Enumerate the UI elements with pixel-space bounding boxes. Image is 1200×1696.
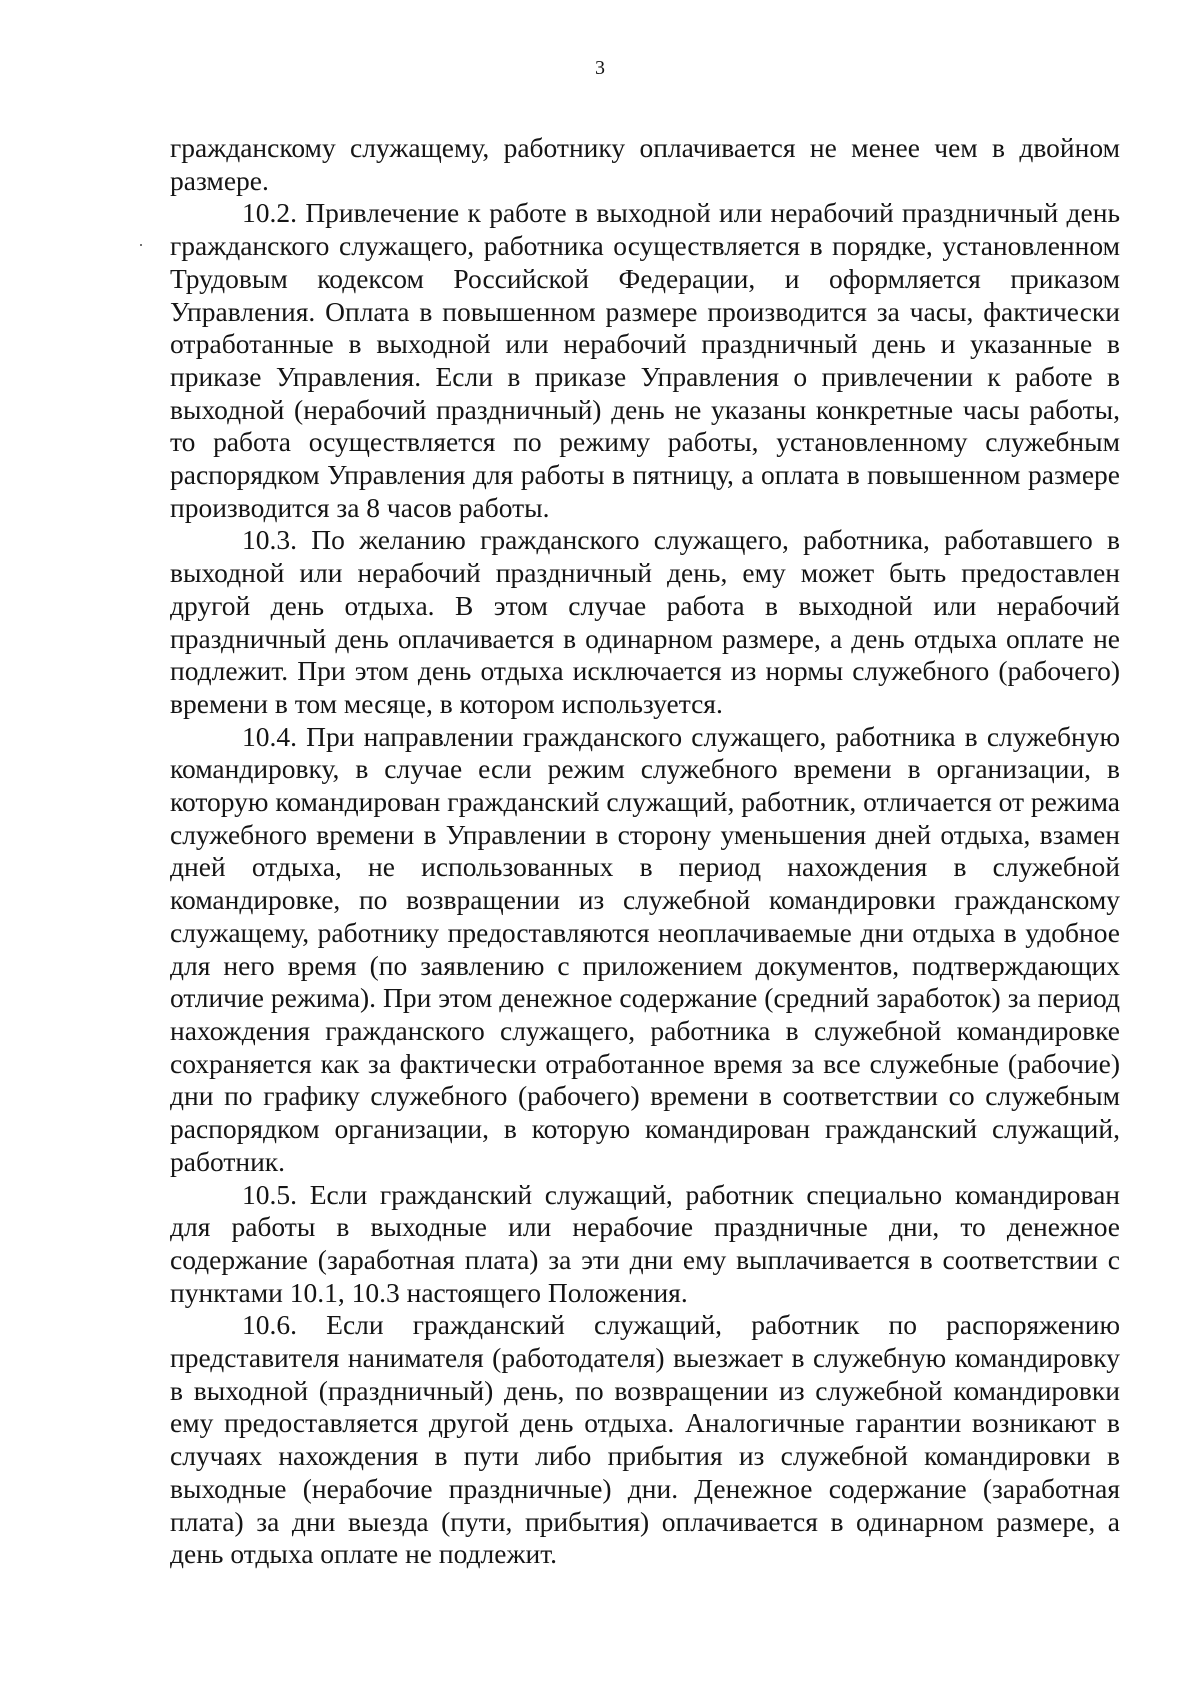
paragraph-10-2: 10.2. Привлечение к работе в выходной или нерабочий праздничный день гражданского служащего, работника осуществляется в порядке, установленном Трудовым кодексом Российской Федерации, и оформляется приказом Управления. Оплата в повышенном размере производится за часы, фактически отработанные в выходной или нерабочий праздничный день и указанные в приказе Управления. Если в приказе Управления о привлечении к работе в выходной (нерабочий праздничный) день не указаны конкретные часы работы, то работа осуществляется по режиму работы, установленному служебным распорядком Управления для работы в пятницу, а оплата в повышенном размере производится за 8 часов работы. bbox=[170, 197, 1120, 523]
page-number: 3 bbox=[595, 57, 605, 79]
scan-speck bbox=[140, 244, 142, 246]
paragraph-10-5: 10.5. Если гражданский служащий, работник специально командирован для работы в выходные или нерабочие праздничные дни, то денежное содержание (заработная плата) за эти дни ему выплачивается в соответствии с пунктами 10.1, 10.3 настоящего Положения. bbox=[170, 1178, 1120, 1308]
document-body bbox=[170, 132, 1120, 1571]
paragraph-10-4: 10.4. При направлении гражданского служащего, работника в служебную командировку, в случае если режим служебного времени в организации, в которую командирован гражданский служащий, работник, отличается от режима служебного времени в Управлении в сторону уменьшения дней отдыха, взамен дней отдыха, не использованных в период нахождения в служебной командировке, по возвращении из служебной командировки гражданскому служащему, работнику предоставляются неоплачиваемые дни отдыха в удобное для него время (по заявлению с приложением документов, подтверждающих отличие режима). При этом денежное содержание (средний заработок) за период нахождения гражданского служащего, работника в служебной командировке сохраняется как за фактически отработанное время за все служебные (рабочие) дни по графику служебного (рабочего) времени в соответствии со служебным распорядком организации, в которую командирован гражданский служащий, работник. bbox=[170, 720, 1120, 1177]
paragraph-10-6: 10.6. Если гражданский служащий, работник по распоряжению представителя нанимателя (работодателя) выезжает в служебную командировку в выходной (праздничный) день, по возвращении из служебной командировки ему предоставляется другой день отдыха. Аналогичные гарантии возникают в случаях нахождения в пути либо прибытия из служебной командировки в выходные (нерабочие праздничные) дни. Денежное содержание (заработная плата) за дни выезда (пути, прибытия) оплачивается в одинарном размере, а день отдыха оплате не подлежит. bbox=[170, 1309, 1120, 1570]
paragraph-10-3: 10.3. По желанию гражданского служащего, работника, работавшего в выходной или нерабочий праздничный день, ему может быть предоставлен другой день отдыха. В этом случае работа в выходной или нерабочий праздничный день оплачивается в одинарном размере, а день отдыха оплате не подлежит. При этом день отдыха исключается из нормы служебного (рабочего) времени в том месяце, в котором используется. bbox=[170, 524, 1120, 719]
paragraph-continuation: гражданскому служащему, работнику оплачивается не менее чем в двойном размере. bbox=[170, 132, 1120, 196]
